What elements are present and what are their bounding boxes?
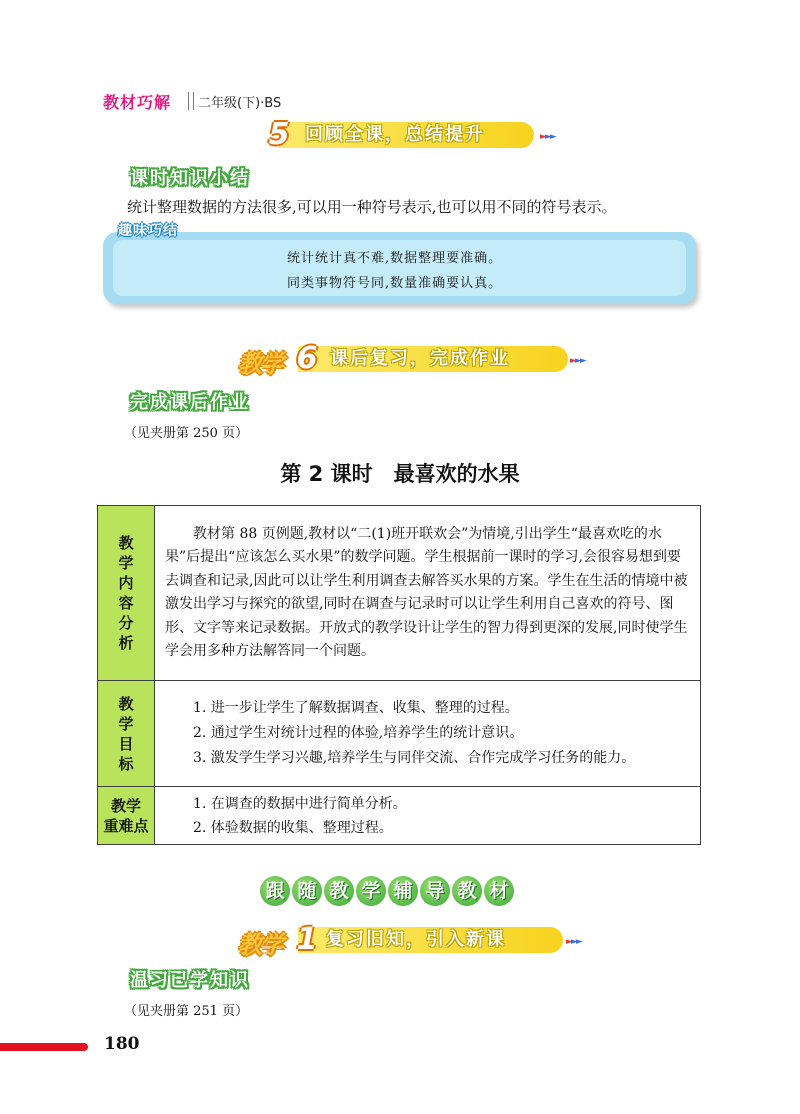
section-1-title: 复习旧知，引入新课: [326, 929, 506, 950]
key-point-item: 2. 体验数据的收集、整理过程。: [193, 819, 393, 836]
goal-item: 3. 激发学生学习兴趣,培养学生与同伴交流、合作完成学习任务的能力。: [193, 750, 636, 766]
lesson-info-table: [97, 505, 701, 845]
lesson-title: 第 2 课时 最喜欢的水果: [280, 462, 520, 486]
summary-heading: 课时知识小结: [130, 168, 250, 189]
arrows-icon: ►►►: [540, 132, 555, 142]
analysis-text: 教材第 88 页例题,教材以“二(1)班开联欢会”为情境,引出学生“最喜欢吃的水果”后提出“应该怎么买水果”的数学问题。学生根据前一课时的学习,会很容易想到要去调查和记录,因此可以让学生利用调查去解答买水果的方案。学生在生活的情境中被激发出学习与探究的欲望,同时在调查与记录时可以让学生利用自己喜欢的符号、图形、文字等来记录数据。开放式的教学设计让学生的智力得到更深的发展,同时使学生学会用多种方法解答同一个问题。: [165, 525, 688, 659]
key-points-label: 教学 重难点: [98, 787, 155, 845]
analysis-cell: [155, 506, 701, 681]
section-5-banner: [265, 118, 575, 150]
section-5-title: 回顾全课，总结提升: [305, 124, 485, 145]
fun-line: 统计统计真不难,数据整理要准确。: [287, 251, 503, 266]
section-6-number: 6: [296, 341, 318, 376]
key-points-cell: [155, 787, 701, 845]
fun-summary-box: [103, 232, 696, 304]
goal-item: 1. 进一步让学生了解数据调查、收集、整理的过程。: [193, 700, 519, 716]
goals-label: 教学目标: [98, 681, 155, 787]
section-5-number: 5: [268, 117, 290, 152]
section-6-title: 课后复习，完成作业: [330, 348, 510, 369]
grade-label: 二年级(下)·BS: [198, 96, 282, 111]
key-point-item: 1. 在调查的数据中进行简单分析。: [193, 795, 407, 812]
homework-reference: （见夹册第 250 页）: [124, 426, 249, 441]
fun-summary-label: 趣味巧结: [118, 223, 178, 239]
section-1-number: 1: [296, 922, 318, 957]
summary-text: 统计整理数据的方法很多,可以用一种符号表示,也可以用不同的符号表示。: [127, 198, 617, 216]
analysis-label: 教学内容分析: [98, 506, 155, 681]
page-number: 180: [104, 1034, 140, 1054]
fun-line: 同类事物符号同,数量准确要认真。: [287, 276, 503, 291]
footer-bar: [0, 1043, 88, 1051]
follow-teaching-banner: 跟 随 教 学 辅 导 教 材: [260, 876, 516, 910]
header-divider: [188, 92, 194, 110]
goal-item: 2. 通过学生对统计过程的体验,培养学生的统计意识。: [193, 725, 524, 741]
section-1-prefix: 教学: [238, 931, 282, 959]
section-6-banner: [238, 341, 603, 378]
review-heading: 温习已学知识: [130, 970, 250, 991]
arrows-icon: ►►►: [566, 937, 581, 947]
section-6-prefix: 教学: [238, 350, 282, 378]
goals-cell: [155, 681, 701, 787]
arrows-icon: ►►►: [570, 356, 585, 366]
book-brand: 教材巧解: [103, 93, 172, 112]
section-1-banner: [238, 922, 598, 959]
homework-heading: 完成课后作业: [130, 392, 250, 413]
review-reference: （见夹册第 251 页）: [124, 1004, 249, 1019]
